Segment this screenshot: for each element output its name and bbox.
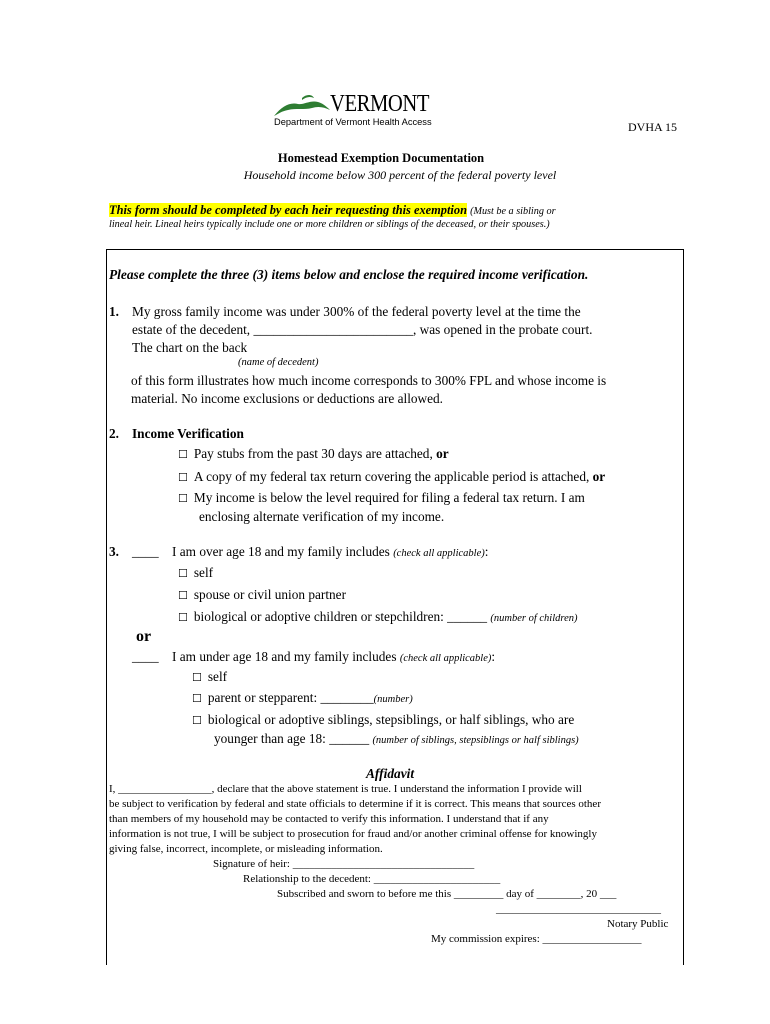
over18-spouse-label: spouse or civil union partner — [193, 587, 347, 602]
under18-blank[interactable]: ____ — [132, 649, 159, 664]
over18-blank[interactable]: ____ — [132, 544, 159, 559]
item1-number: 1. — [109, 304, 119, 319]
parent-count-hint: (number) — [373, 694, 413, 705]
under18-siblings-label: biological or adoptive siblings, stepsiblings, or half siblings, who are — [207, 712, 575, 727]
vermont-logo — [272, 92, 432, 132]
under18-colon: : — [491, 649, 496, 664]
option-tax-return[interactable] — [178, 469, 605, 485]
option-below-filing[interactable] — [178, 490, 585, 506]
option-below-filing-label: My income is below the level required for filing a federal tax return. I am — [193, 490, 585, 505]
checkbox-icon[interactable]: ☐ — [192, 671, 202, 684]
checkbox-icon[interactable]: ☐ — [178, 589, 188, 602]
siblings-line2-label: younger than age 18: ______ — [214, 731, 370, 746]
over18-children[interactable] — [178, 609, 578, 625]
decedent-name-hint: (name of decedent) — [238, 357, 319, 368]
relationship-line[interactable]: Relationship to the decedent: _______________________ — [243, 873, 501, 885]
notice-paren-2: lineal heir. Lineal heirs typically include one or more children or siblings of the deceased, or their spouses.) — [109, 219, 550, 230]
item1-line4: of this form illustrates how much income corresponds to 300% FPL and whose income is — [131, 373, 607, 388]
over18-statement — [172, 544, 488, 560]
over18-self[interactable] — [178, 565, 213, 581]
notary-label: Notary Public — [607, 918, 669, 930]
item3-number: 3. — [109, 544, 119, 559]
over18-colon: : — [484, 544, 489, 559]
under18-label: I am under age 18 and my family includes — [172, 649, 397, 664]
sworn-line[interactable]: Subscribed and sworn to before me this _________ day of ________, 20 ___ — [277, 888, 617, 900]
checkbox-icon[interactable]: ☐ — [192, 692, 202, 705]
item2-number: 2. — [109, 426, 119, 441]
under18-self-label: self — [207, 669, 228, 684]
children-count-hint: (number of children) — [490, 613, 578, 624]
item1-line5: material. No income exclusions or deductions are allowed. — [131, 391, 444, 406]
over18-children-label: biological or adoptive children or stepchildren: ______ — [193, 609, 488, 624]
affidavit-title: Affidavit — [366, 766, 415, 781]
affidavit-line-1: I, _________________, declare that the above statement is true. I understand the information I provide will — [109, 783, 582, 795]
instructions: Please complete the three (3) items below and enclose the required income verification. — [109, 267, 589, 282]
affidavit-line-2: be subject to verification by federal and state officials to determine if it is correct. This means that sources other — [109, 798, 601, 810]
over18-spouse[interactable] — [178, 587, 346, 603]
checkbox-icon[interactable]: ☐ — [192, 714, 202, 727]
option-tax-return-label: A copy of my federal tax return covering the applicable period is attached, — [193, 469, 590, 484]
item1-line3: The chart on the back — [132, 340, 248, 355]
item1-line1: My gross family income was under 300% of the federal poverty level at the time the — [132, 304, 581, 319]
box-right-border — [683, 249, 684, 965]
page-title: Homestead Exemption Documentation — [277, 151, 485, 165]
under18-check-hint: (check all applicable) — [399, 653, 492, 664]
option-tax-return-or: or — [592, 469, 606, 484]
form-number: DVHA 15 — [628, 120, 678, 134]
checkbox-icon[interactable]: ☐ — [178, 567, 188, 580]
item2-heading: Income Verification — [132, 426, 244, 441]
signature-line[interactable]: Signature of heir: _________________________________ — [213, 858, 475, 870]
notice-line-1 — [109, 203, 556, 218]
affidavit-line-5: giving false, incorrect, incomplete, or misleading information. — [109, 843, 383, 855]
under18-parent-label: parent or stepparent: ________ — [207, 690, 374, 705]
or-separator: or — [136, 628, 152, 645]
option-below-filing-line2: enclosing alternate verification of my income. — [199, 509, 445, 524]
under18-parent[interactable] — [192, 690, 413, 706]
box-top-border — [106, 249, 684, 250]
logo-name: VERMONT — [330, 91, 430, 117]
under18-siblings[interactable] — [192, 712, 574, 728]
affidavit-line-4: information is not true, I will be subject to prosecution for fraud and/or another criminal offense for knowingly — [109, 828, 597, 840]
option-pay-stubs-label: Pay stubs from the past 30 days are attached, — [193, 446, 433, 461]
notice-paren-1: (Must be a sibling or — [470, 206, 556, 217]
over18-self-label: self — [193, 565, 214, 580]
under18-statement — [172, 649, 495, 665]
affidavit-line-3: than members of my household may be contacted to verify this information. I understand that if any — [109, 813, 549, 825]
over18-label: I am over age 18 and my family includes — [172, 544, 390, 559]
siblings-count-hint: (number of siblings, stepsiblings or half siblings) — [372, 735, 579, 746]
box-left-border — [106, 249, 107, 965]
page-subtitle: Household income below 300 percent of the federal poverty level — [243, 168, 557, 182]
over18-check-hint: (check all applicable) — [393, 548, 485, 559]
commission-expires-line[interactable]: My commission expires: __________________ — [431, 933, 642, 945]
logo-department: Department of Vermont Health Access — [274, 117, 432, 127]
item1-line2: estate of the decedent, ________________________, was opened in the probate court. — [132, 322, 593, 337]
under18-siblings-line2 — [214, 731, 579, 747]
option-pay-stubs-or: or — [436, 446, 449, 461]
checkbox-icon[interactable]: ☐ — [178, 611, 188, 624]
option-pay-stubs[interactable] — [178, 446, 449, 462]
under18-self[interactable] — [192, 669, 227, 685]
checkbox-icon[interactable]: ☐ — [178, 448, 188, 461]
notice-highlight: This form should be completed by each heir requesting this exemption — [109, 203, 467, 217]
mountain-logo-icon — [272, 92, 332, 118]
notary-signature-line[interactable]: ______________________________ — [496, 903, 661, 915]
checkbox-icon[interactable]: ☐ — [178, 492, 188, 505]
checkbox-icon[interactable]: ☐ — [178, 471, 188, 484]
